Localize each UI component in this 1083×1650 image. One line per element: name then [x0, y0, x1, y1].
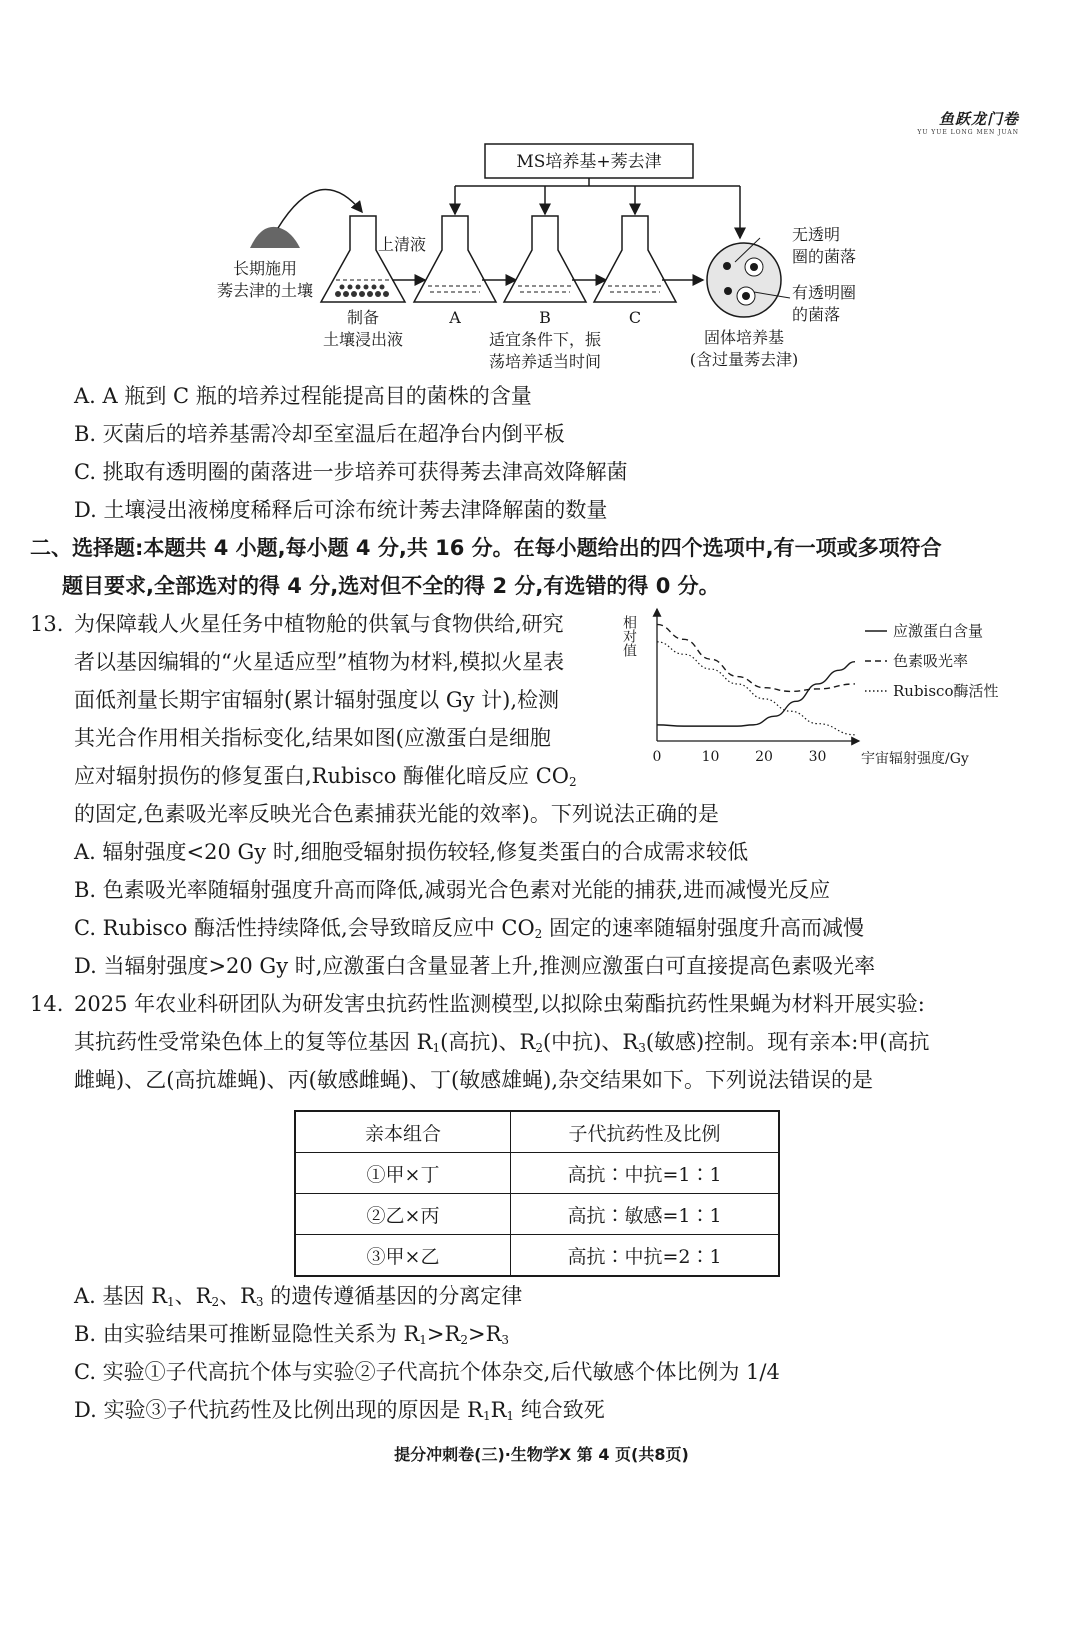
q12-option-b: B. 灭菌后的培养基需冷却至室温后在超净台内倒平板	[74, 422, 565, 446]
halo-label-2: 的菌落	[792, 305, 841, 324]
table-row	[295, 1153, 779, 1194]
q13-option-a-text: A. 辐射强度<20 Gy 时,细胞受辐射损伤较轻,修复类蛋白的合成需求较低	[74, 840, 749, 864]
subscript: 1	[167, 1295, 175, 1309]
petri-dish-icon	[707, 243, 781, 317]
flask-a-label: A	[449, 308, 461, 327]
q13-option-c-text-tail: 固定的速率随辐射强度升高而减慢	[542, 916, 864, 940]
subscript: 3	[255, 1295, 264, 1309]
q14-number: 14.	[30, 992, 64, 1016]
table-header-row	[295, 1111, 779, 1153]
x-tick-label: 10	[701, 749, 720, 765]
q13-line-5	[74, 761, 577, 797]
q13-line-5-text: 应对辐射损伤的修复蛋白,Rubisco 酶催化暗反应 CO	[74, 764, 569, 788]
legend-label: Rubisco酶活性	[893, 682, 999, 700]
subscript: 3	[501, 1333, 510, 1347]
q13-line-1: 为保障载人火星任务中植物舱的供氧与食物供给,研究	[74, 612, 564, 636]
y-axis-label: 相对值	[621, 615, 637, 657]
q14-option-b-text: >R	[467, 1322, 502, 1346]
q14-option-a-text: 、R	[174, 1284, 212, 1308]
brand-name: 鱼跃龙门卷	[938, 110, 1019, 128]
q14-option-a-text: 、R	[219, 1284, 256, 1308]
legend-label: 色素吸光率	[893, 652, 969, 670]
shake-label-2: 荡培养适当时间	[488, 352, 602, 371]
radiation-line-chart	[621, 605, 1005, 775]
plate-label-2: (含过量莠去津)	[689, 350, 799, 369]
colony-no-halo	[723, 262, 731, 270]
subscript: 3	[638, 1041, 646, 1055]
table-row	[295, 1235, 779, 1277]
soil-label-1: 长期施用	[232, 259, 298, 278]
soil-label-2: 莠去津的土壤	[216, 281, 314, 300]
halo-label-1: 有透明圈	[792, 283, 857, 302]
q13-line-4: 其光合作用相关指标变化,结果如图(应激蛋白是细胞	[74, 726, 551, 750]
section-2-heading-line1: 二、选择题:本题共 4 小题,每小题 4 分,共 16 分。在每小题给出的四个选项中,有一项或多项符合	[30, 536, 942, 560]
q14-option-d-text: D. 实验③子代抗药性及比例出现的原因是 R	[74, 1398, 483, 1422]
subscript: 2	[535, 1041, 543, 1055]
q13-line-3: 面低剂量长期宇宙辐射(累计辐射强度以 Gy 计),检测	[74, 688, 560, 712]
table-cell: ③甲×乙	[295, 1235, 511, 1277]
x-tick-label: 0	[652, 749, 662, 765]
table-header-cell: 亲本组合	[295, 1111, 511, 1153]
legend-label: 应激蛋白含量	[893, 622, 984, 640]
table-cell: ②乙×丙	[295, 1194, 511, 1235]
prep-label-2: 土壤浸出液	[322, 330, 404, 349]
subscript: 2	[569, 775, 577, 789]
x-axis-label: 宇宙辐射强度/Gy	[861, 751, 969, 767]
q14-option-c: C. 实验①子代高抗个体与实验②子代高抗个体杂交,后代敏感个体比例为 1/4	[74, 1360, 780, 1384]
prep-label-1: 制备	[346, 308, 380, 327]
chart-legend	[865, 622, 998, 700]
supernatant-label: 上清液	[378, 235, 427, 254]
q13-option-b	[74, 875, 830, 905]
subscript: 1	[506, 1409, 515, 1423]
q14-option-a-text: A. 基因 R	[74, 1284, 168, 1308]
table-cell: 高抗∶中抗=2∶1	[511, 1235, 780, 1277]
table-cell: 高抗∶中抗=1∶1	[511, 1153, 780, 1194]
q13-option-c-text: C. Rubisco 酶活性持续降低,会导致暗反应中 CO	[74, 916, 535, 940]
series-line	[657, 662, 855, 726]
subscript: 1	[419, 1333, 427, 1347]
flask-a-icon	[414, 216, 496, 302]
experiment-diagram	[200, 140, 900, 380]
ms-medium-label: MS培养基+莠去津	[516, 152, 662, 172]
no-halo-label-2: 圈的菌落	[792, 247, 857, 266]
flask-c-icon	[594, 216, 676, 302]
q13-option-d	[74, 951, 875, 981]
flask-prep-icon	[321, 216, 405, 302]
subscript: 1	[432, 1041, 441, 1055]
colony-halo	[742, 292, 750, 300]
subscript: 2	[211, 1295, 220, 1309]
q14-option-d-text: R	[490, 1398, 507, 1422]
subscript: 2	[460, 1333, 468, 1347]
q14-option-b-text: >R	[426, 1322, 461, 1346]
table-cell: 高抗∶敏感=1∶1	[511, 1194, 780, 1235]
q12-option-a: A. A 瓶到 C 瓶的培养过程能提高目的菌株的含量	[74, 384, 532, 408]
shake-label-1: 适宜条件下，振	[488, 330, 602, 349]
table-row	[295, 1194, 779, 1235]
q13-option-b-text: B. 色素吸光率随辐射强度升高而降低,减弱光合色素对光能的捕获,进而减慢光反应	[74, 878, 831, 902]
q13-line-2: 者以基因编辑的“火星适应型”植物为材料,模拟火星表	[74, 650, 565, 674]
subscript: 1	[482, 1409, 491, 1423]
table-header-cell: 子代抗药性及比例	[511, 1111, 780, 1153]
q14-line-2-text: (敏感)控制。现有亲本:甲(高抗	[645, 1030, 930, 1054]
q14-option-a-text: 的遗传遵循基因的分离定律	[263, 1284, 523, 1308]
brand-logo	[917, 108, 1019, 136]
q14-line-2	[74, 1027, 929, 1063]
x-tick-label: 30	[808, 749, 827, 765]
q14-line-3: 雌蝇)、乙(高抗雄蝇)、丙(敏感雌蝇)、丁(敏感雄蝇),杂交结果如下。下列说法错误的是	[74, 1068, 874, 1092]
page-footer: 提分冲刺卷(三)·生物学X 第 4 页(共8页)	[394, 1445, 689, 1464]
colony-no-halo	[724, 287, 732, 295]
flask-b-label: B	[539, 308, 551, 327]
q14-option-d	[74, 1395, 605, 1431]
no-halo-label-1: 无透明	[792, 225, 841, 244]
cross-results-table	[294, 1110, 780, 1277]
q13-number: 13.	[30, 612, 64, 636]
plate-label-1: 固体培养基	[703, 328, 785, 347]
q14-line-2-text: (中抗)、R	[542, 1030, 639, 1054]
q12-option-d: D. 土壤浸出液梯度稀释后可涂布统计莠去津降解菌的数量	[74, 498, 608, 522]
brand-subtitle: YU YUE LONG MEN JUAN	[917, 129, 1019, 136]
flask-c-label: C	[628, 308, 642, 327]
table-cell: ①甲×丁	[295, 1153, 511, 1194]
q13-option-c	[74, 913, 864, 949]
q13-option-a	[74, 837, 748, 867]
x-tick-label: 20	[755, 749, 773, 765]
q13-option-d-text: D. 当辐射强度>20 Gy 时,应激蛋白含量显著上升,推测应激蛋白可直接提高色素吸光率	[74, 954, 876, 978]
soil-pile-icon	[250, 227, 300, 248]
section-2-heading-line2: 题目要求,全部选对的得 4 分,选对但不全的得 2 分,有选错的得 0 分。	[62, 574, 720, 598]
q14-option-d-text: 纯合致死	[514, 1398, 605, 1422]
colony-halo	[750, 263, 758, 271]
q14-option-b-text: B. 由实验结果可推断显隐性关系为 R	[74, 1322, 420, 1346]
q14-line-1: 2025 年农业科研团队为研发害虫抗药性监测模型,以拟除虫菊酯抗药性果蝇为材料开展实验:	[74, 992, 925, 1016]
q13-line-6: 的固定,色素吸光率反映光合色素捕获光能的效率)。下列说法正确的是	[74, 802, 719, 826]
q14-option-a	[74, 1281, 522, 1317]
q14-line-2-text: (高抗)、R	[440, 1030, 536, 1054]
chart-series	[657, 624, 855, 734]
q14-line-2-text: 其抗药性受常染色体上的复等位基因 R	[74, 1030, 433, 1054]
q14-option-b	[74, 1319, 509, 1355]
q12-option-c: C. 挑取有透明圈的菌落进一步培养可获得莠去津高效降解菌	[74, 460, 628, 484]
subscript: 2	[534, 927, 543, 941]
flask-b-icon	[504, 216, 586, 302]
